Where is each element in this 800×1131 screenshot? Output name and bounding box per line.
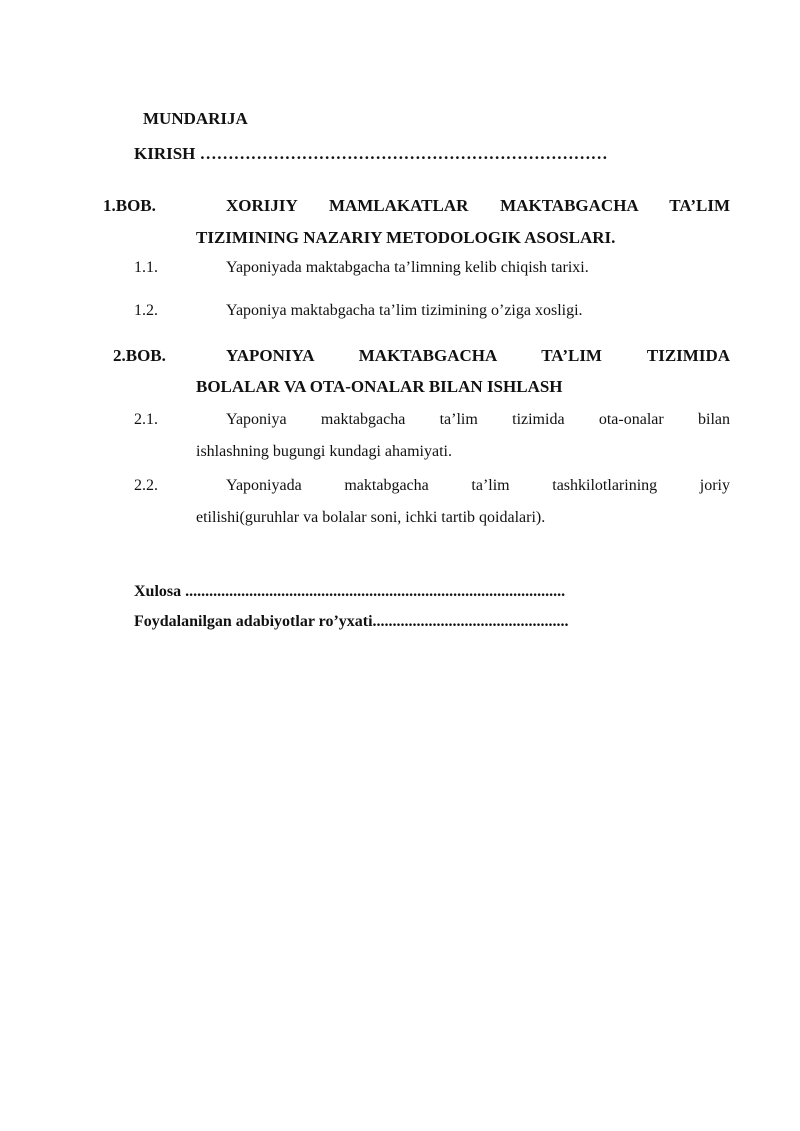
chapter-1-number: 1.BOB. [103,196,156,215]
toc-entry-references: Foydalanilgan adabiyotlar ro’yxati................................................. [134,613,569,630]
section-1-1-number: 1.1. [134,259,158,276]
section-2-1-number: 2.1. [134,411,158,428]
section-2-1-title-line1: Yaponiya maktabgacha ta’lim tizimida ota-onalar bilan [226,411,730,428]
section-2-1-title-line2: ishlashning bugungi kundagi ahamiyati. [196,443,452,460]
section-2-2-number: 2.2. [134,477,158,494]
section-2-2-title-line1: Yaponiyada maktabgacha ta’lim tashkilotlarining joriy [226,477,730,494]
chapter-2-number: 2.BOB. [113,346,166,365]
chapter-2-title-line2: BOLALAR VA OTA-ONALAR BILAN ISHLASH [196,377,563,396]
chapter-2-title-line1: YAPONIYA MAKTABGACHA TA’LIM TIZIMIDA [226,346,730,365]
section-1-2-number: 1.2. [134,302,158,319]
chapter-1-title-line1: XORIJIY MAMLAKATLAR MAKTABGACHA TA’LIM [226,196,730,215]
section-1-1-title: Yaponiyada maktabgacha ta’limning kelib chiqish tarixi. [226,259,589,276]
chapter-1-title-line2: TIZIMINING NAZARIY METODOLOGIK ASOSLARI. [196,228,616,247]
toc-title: MUNDARIJA [143,109,248,128]
toc-entry-intro: KIRISH ……………………………………………………………… [134,144,608,163]
section-1-2-title: Yaponiya maktabgacha ta’lim tizimining o’ziga xosligi. [226,302,583,319]
section-2-2-title-line2: etilishi(guruhlar va bolalar soni, ichki tartib qoidalari). [196,509,546,526]
toc-entry-conclusion: Xulosa ............................................................................................... [134,583,566,600]
